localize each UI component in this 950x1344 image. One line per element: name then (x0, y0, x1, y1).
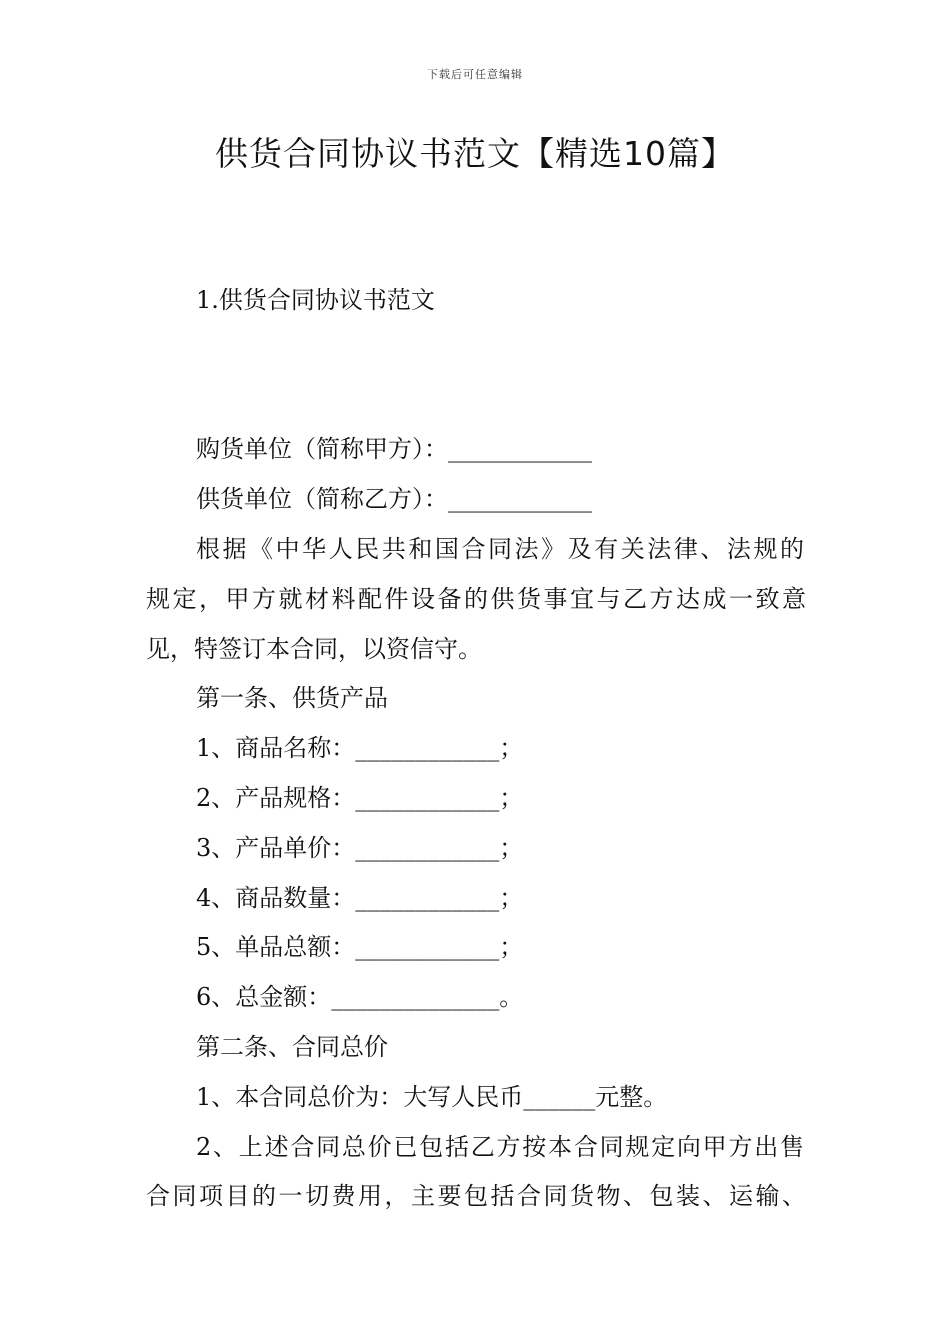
item-grand-total: 6、总金额：______________。 (196, 983, 524, 1011)
article-1-heading: 第一条、供货产品 (196, 684, 388, 712)
header-note: 下载后可任意编辑 (427, 68, 523, 81)
intro-paragraph-line-1: 根据《中华人民共和国合同法》及有关法律、法规的 (196, 535, 804, 563)
price-clause-1: 1、本合同总价为：大写人民币______元整。 (196, 1083, 668, 1111)
price-clause-2-line-2: 合同项目的一切费用，主要包括合同货物、包装、运输、 (146, 1182, 806, 1210)
intro-paragraph-line-2: 规定，甲方就材料配件设备的供货事宜与乙方达成一致意 (146, 585, 806, 613)
item-quantity: 4、商品数量：____________； (196, 884, 524, 912)
supplier-line: 供货单位（简称乙方）：____________ (196, 485, 592, 513)
item-unit-price: 3、产品单价：____________； (196, 834, 524, 862)
section-heading: 1.供货合同协议书范文 (196, 286, 435, 314)
article-2-heading: 第二条、合同总价 (196, 1033, 388, 1061)
price-clause-2-line-1: 2、上述合同总价已包括乙方按本合同规定向甲方出售 (196, 1133, 804, 1161)
intro-paragraph-line-3: 见，特签订本合同，以资信守。 (146, 635, 482, 663)
document-title: 供货合同协议书范文【精选10篇】 (215, 134, 735, 173)
item-product-name: 1、商品名称：____________； (196, 734, 524, 762)
item-item-total: 5、单品总额：____________； (196, 933, 524, 961)
item-product-spec: 2、产品规格：____________； (196, 784, 524, 812)
buyer-line: 购货单位（简称甲方）：____________ (196, 435, 592, 463)
